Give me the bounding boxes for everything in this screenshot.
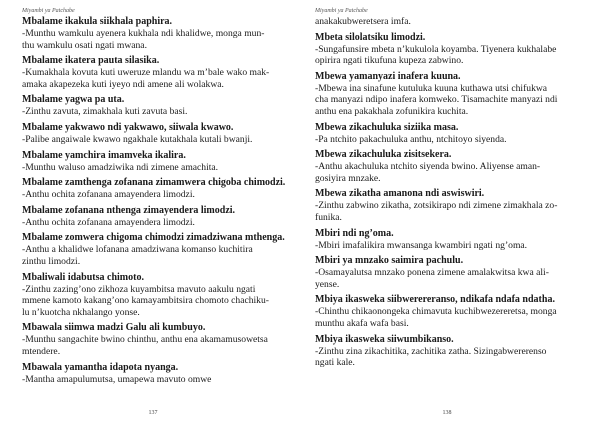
continued-text: anakakubweretsera imfa. [315, 16, 411, 27]
proverb-entry [22, 55, 286, 90]
proverb-headword: Mbiri ya mnzako saimira pachulu. [315, 255, 464, 267]
proverb-definition-line: -Zinthu zavuta, zimakhala kuti zavuta basi. [22, 106, 188, 118]
proverb-entry [315, 228, 578, 252]
entries-right [315, 32, 578, 369]
proverb-definition-line: munthu akafa wafa basi. [315, 317, 409, 329]
proverb-entry [22, 94, 286, 118]
proverb-headword: Mbalame zamthenga zofanana zimamwera chigoba chimodzi. [22, 177, 286, 189]
proverb-definition-line: -Zinthu zina zikachitika, zachitika zatha. Sizingabwererenso [315, 345, 547, 357]
proverb-definition-line: -Pa ntchito pakachuluka anthu, ntchitoyo siyenda. [315, 133, 507, 145]
proverb-headword: Mbiya ikasweka siibwerereranso, ndikafa ndafa ndatha. [315, 294, 555, 306]
proverb-definition-line: -Anthu akachuluka ntchito siyenda bwino. Aliyense aman- [315, 161, 541, 173]
proverb-definition-line: amaka akapezeka kuti iyeyo ndi amene ali wolakwa. [22, 78, 224, 90]
proverb-definition-line: cha manyazi ndipo inafera komweko. Tisamachite manyazi ndi [315, 94, 558, 106]
proverb-headword: Mbalame yakwawo ndi yakwawo, siiwala kwawo. [22, 121, 234, 133]
proverb-entry [315, 334, 578, 369]
proverb-entry [22, 150, 286, 174]
proverb-definition-line: -Zinthu zabwino zikatha, zotsikirapo ndi zimene zimakhala zo- [315, 200, 558, 212]
running-head-left: Miyambi ya Patchabe [22, 8, 75, 14]
proverb-entry [22, 232, 286, 267]
proverb-definition-line: mmene kamoto kakang’ono kamayambitsira chomoto chachiku- [22, 295, 269, 307]
proverb-definition-line: -Anthu a khalidwe lofanana amadziwana komanso kuchitira [22, 244, 253, 256]
proverb-definition-line: -Anthu ochita zofanana amayendera limodzi. [22, 189, 195, 201]
proverb-headword: Mbawala yamantha idapota nyanga. [22, 361, 179, 373]
proverb-definition-line: -Kumakhala kovuta kuti uweruze mlandu wa m’bale wako mak- [22, 67, 270, 79]
proverb-entry [315, 188, 578, 223]
proverb-definition-line: -Munthu wamkulu ayenera kukhala ndi khalidwe, monga mun- [22, 28, 265, 39]
proverb-definition-line: -Mbiri imafalikira mwansanga kwambiri ngati ng’oma. [315, 239, 528, 251]
proverb-definition-line: gosiyira mnzake. [315, 172, 381, 184]
proverb-definition-line: -Anthu ochita zofanana amayendera limodzi. [22, 216, 195, 228]
proverb-headword: Mbalame ikatera pauta silasika. [22, 55, 160, 67]
proverb-definition-line: -Mbewa ina sinafune kutuluka kuuna kuthawa utsi chifukwa [315, 82, 548, 94]
proverb-headword: Mbiri ndi ng’oma. [315, 227, 394, 239]
proverb-definition-line: -Mantha amapulumutsa, umapewa mavuto omwe [22, 373, 212, 385]
proverb-entry [22, 205, 286, 229]
proverb-headword: Mbewa zikachuluka zisitsekera. [315, 149, 452, 161]
proverb-definition-line: -Munthu sangachite bwino chinthu, anthu ena akamamusowetsa [22, 334, 268, 346]
running-head-right: Miyambi ya Patchabe [315, 8, 368, 14]
proverb-definition-line: funika. [315, 211, 342, 223]
proverb-entry [22, 362, 286, 386]
proverb-entry [315, 32, 578, 67]
right-page [300, 0, 600, 424]
proverb-headword: Mbeta silolatsiku limodzi. [315, 31, 426, 43]
proverb-entry [315, 294, 578, 329]
proverb-entry [22, 177, 286, 201]
proverb-headword: Mbewa yamanyazi inafera kuuna. [315, 70, 461, 82]
proverb-headword: Mbaliwali idabutsa chimoto. [22, 271, 144, 283]
proverb-definition-line: -Sungafunsire mbeta n’kukulola koyamba. Tiyenera kukhalabe [315, 43, 557, 55]
proverb-headword: Mbalame ikakula siikhala paphira. [22, 16, 173, 27]
proverb-entry [22, 122, 286, 146]
proverb-entry [315, 122, 578, 146]
page-number-left: 137 [148, 410, 158, 416]
proverb-headword: Mbalame yagwa pa uta. [22, 94, 125, 106]
proverb-definition-line: -Zinthu zazing’ono zikhoza kuyambitsa mavuto aakulu ngati [22, 283, 256, 295]
proverb-definition-line: thu wamkulu osati ngati mwana. [22, 39, 147, 51]
proverb-entry [315, 149, 578, 184]
proverb-entry [315, 255, 578, 290]
proverb-headword: Mbalame zomwera chigoma chimodzi zimadziwana mthenga. [22, 232, 285, 244]
proverb-headword: Mbalame zofanana nthenga zimayendera limodzi. [22, 204, 236, 216]
proverb-definition-line: -Chinthu chikaonongeka chimavuta kuchibwezereretsa, monga [315, 306, 557, 318]
proverb-definition-line: -Palibe angaiwale kwawo ngakhale kutakhala kutali bwanji. [22, 133, 253, 145]
proverb-definition-line: mtendere. [22, 345, 61, 357]
proverb-entry [315, 71, 578, 118]
proverb-definition-line: -Munthu waluso amadziwika ndi zimene amachita. [22, 161, 219, 173]
proverb-definition-line: ngati kale. [315, 357, 355, 369]
proverb-definition-line: -Osamayalutsa mnzako ponena zimene amalakwitsa kwa ali- [315, 267, 549, 279]
proverb-definition-line: opirira ngati tikufuna kupeza zabwino. [315, 55, 464, 67]
page-number-right: 138 [442, 410, 452, 416]
proverb-headword: Mbiya ikasweka siiwumbikanso. [315, 333, 454, 345]
proverb-headword: Mbewa zikatha amanona ndi aswiswiri. [315, 188, 485, 200]
entries-left [22, 16, 286, 385]
proverb-definition-line: anthu ena pakakhala zofunikira kuchita. [315, 105, 469, 117]
proverb-entry [22, 272, 286, 319]
proverb-headword: Mbalame yamchira imamveka ikalira. [22, 149, 186, 161]
proverb-definition-line: yense. [315, 278, 340, 290]
proverb-headword: Mbawala siimwa madzi Galu ali kumbuyo. [22, 322, 206, 334]
proverb-definition-line: lu n’kuotcha nkhalango yonse. [22, 306, 140, 318]
proverb-entry [22, 16, 286, 51]
proverb-definition-line: zinthu limodzi. [22, 255, 81, 267]
proverb-headword: Mbewa zikachuluka siziika masa. [315, 121, 459, 133]
proverb-entry [22, 322, 286, 357]
